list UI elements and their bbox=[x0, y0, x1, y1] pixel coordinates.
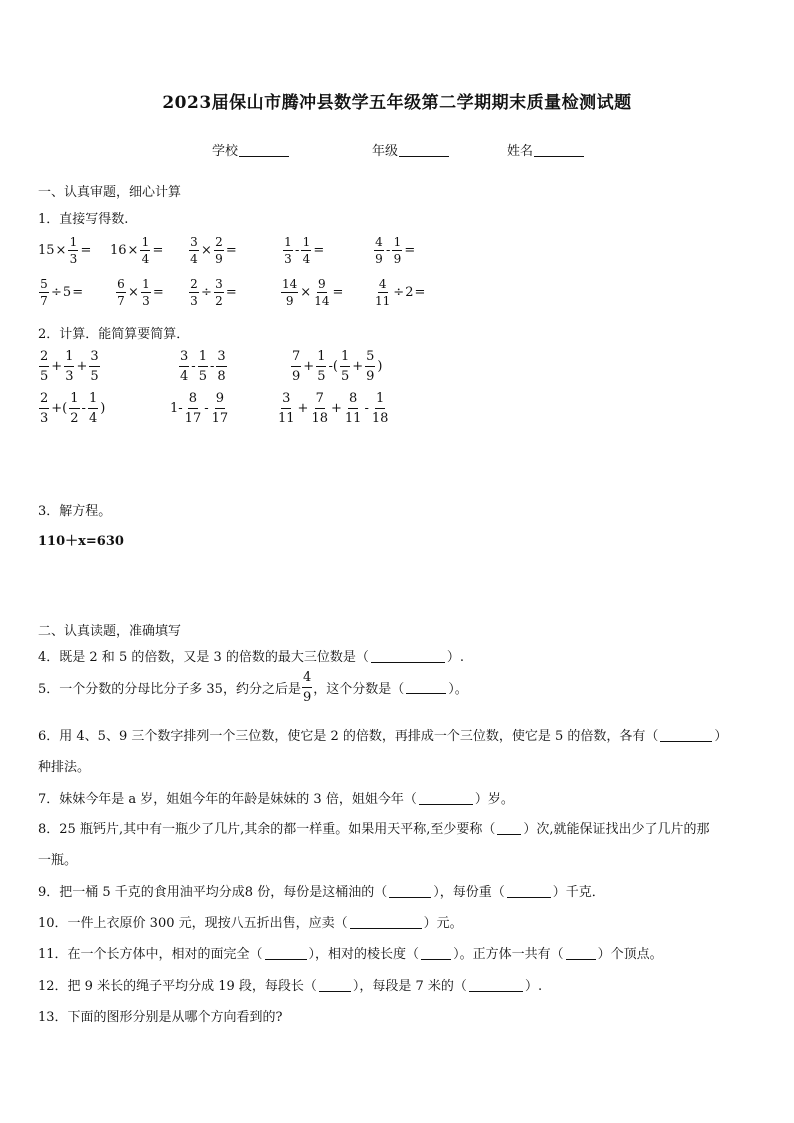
q10-text: 10．一件上衣原价 300 元，现按八五折出售，应卖（ bbox=[38, 916, 348, 931]
denominator: 4 bbox=[180, 369, 189, 384]
denominator: 2 bbox=[70, 411, 79, 426]
denominator: 3 bbox=[65, 369, 74, 384]
q2-expr2 bbox=[178, 350, 228, 383]
denominator: 3 bbox=[69, 252, 78, 266]
operator: - bbox=[386, 243, 391, 258]
fraction bbox=[179, 350, 189, 383]
operator: × bbox=[55, 243, 67, 258]
equals: = bbox=[225, 243, 237, 258]
q2-expr1 bbox=[38, 350, 101, 383]
equals: = bbox=[80, 243, 92, 258]
fraction bbox=[392, 236, 402, 265]
numerator: 1 bbox=[141, 235, 150, 249]
numerator: 1 bbox=[142, 277, 150, 291]
operator: - bbox=[364, 401, 369, 416]
numerator: 4 bbox=[378, 277, 387, 291]
lead-term: 1- bbox=[170, 401, 183, 416]
operator: +( bbox=[51, 401, 68, 416]
q11-text-mid2: ）。正方体一共有（ bbox=[453, 947, 564, 962]
q2-expr5 bbox=[170, 392, 230, 425]
q11-text-mid1: ），相对的棱长度（ bbox=[308, 947, 420, 962]
numerator: 1 bbox=[69, 392, 79, 409]
q1-r1-item3 bbox=[188, 236, 238, 265]
name-field bbox=[507, 140, 584, 159]
fraction bbox=[140, 236, 150, 265]
q9-text: 9．把一桶 5 千克的食用油平均分成8 份，每份是这桶油的（ bbox=[38, 885, 388, 900]
denominator: 5 bbox=[40, 369, 49, 384]
fraction bbox=[291, 350, 301, 383]
q10-text-end: ）元。 bbox=[423, 916, 463, 931]
q9-text-end: ）千克． bbox=[552, 885, 605, 900]
denominator: 11 bbox=[344, 411, 362, 426]
denominator: 4 bbox=[141, 252, 150, 266]
denominator: 9 bbox=[375, 252, 383, 266]
section1-heading: 一、认真审题，细心计算 bbox=[38, 185, 182, 200]
denominator: 9 bbox=[393, 252, 402, 266]
q12-blank2[interactable] bbox=[469, 979, 523, 992]
numerator: 1 bbox=[316, 350, 326, 367]
q5 bbox=[38, 671, 468, 704]
q1-r1-item5 bbox=[373, 236, 416, 265]
fraction bbox=[89, 350, 99, 383]
operator: × bbox=[128, 285, 139, 300]
q5-text-end: ）。 bbox=[448, 682, 468, 697]
q4 bbox=[38, 646, 464, 665]
fraction bbox=[116, 278, 126, 307]
numerator: 1 bbox=[198, 350, 208, 367]
q8-text-end: ）次,就能保证找出少了几片的那 bbox=[523, 822, 710, 837]
denominator: 5 bbox=[340, 369, 350, 384]
fraction bbox=[64, 350, 74, 383]
grade-blank[interactable] bbox=[399, 143, 449, 157]
equals: = bbox=[225, 285, 237, 300]
fraction bbox=[189, 236, 199, 265]
q7-text-end: ）岁。 bbox=[474, 792, 514, 807]
numerator: 2 bbox=[39, 350, 49, 367]
fraction bbox=[301, 236, 311, 265]
q1-r1-item1 bbox=[38, 236, 92, 265]
q8 bbox=[38, 818, 709, 837]
grade-field bbox=[372, 140, 449, 159]
denominator: 3 bbox=[142, 294, 150, 308]
denominator: 7 bbox=[40, 294, 48, 308]
numerator: 1 bbox=[393, 235, 402, 249]
fraction bbox=[302, 671, 312, 704]
q12 bbox=[38, 975, 542, 994]
operator: + bbox=[297, 401, 309, 416]
numerator: 7 bbox=[291, 350, 301, 367]
q9-text-mid: ），每份重（ bbox=[433, 885, 505, 900]
numerator: 4 bbox=[302, 671, 312, 688]
numerator: 9 bbox=[215, 392, 225, 409]
q5-text-mid: ，这个分数是（ bbox=[313, 682, 405, 697]
numerator: 3 bbox=[89, 350, 99, 367]
operator: ÷ bbox=[201, 285, 212, 300]
denominator: 5 bbox=[90, 369, 99, 384]
q10-blank[interactable] bbox=[350, 916, 422, 929]
q2-expr3 bbox=[290, 350, 383, 383]
operator: - bbox=[191, 359, 196, 374]
fraction bbox=[214, 236, 224, 265]
numerator: 3 bbox=[281, 392, 291, 409]
numerator: 8 bbox=[348, 392, 358, 409]
fraction bbox=[344, 392, 363, 425]
denominator: 8 bbox=[217, 369, 226, 384]
q1-label: 1．直接写得数. bbox=[38, 212, 129, 227]
school-blank[interactable] bbox=[239, 143, 289, 157]
operator: + bbox=[331, 401, 342, 416]
fraction bbox=[184, 392, 203, 425]
fraction bbox=[316, 350, 326, 383]
q11-blank2[interactable] bbox=[421, 947, 451, 960]
numerator: 1 bbox=[375, 392, 385, 409]
fraction bbox=[211, 392, 230, 425]
numerator: 5 bbox=[365, 350, 375, 367]
operator: - bbox=[204, 401, 209, 416]
denominator: 2 bbox=[215, 294, 223, 308]
fraction bbox=[214, 278, 224, 307]
numerator: 2 bbox=[39, 392, 49, 409]
q8-line2: 一瓶。 bbox=[38, 853, 78, 868]
denominator: 18 bbox=[311, 411, 328, 426]
operator: -( bbox=[328, 359, 338, 374]
numerator: 2 bbox=[190, 277, 198, 291]
denominator: 17 bbox=[211, 411, 229, 426]
q2-expr4 bbox=[38, 392, 106, 425]
equals: = bbox=[72, 285, 84, 300]
denominator: 4 bbox=[302, 252, 311, 266]
q12-text: 12．把 9 米长的绳子平均分成 19 段，每段长（ bbox=[38, 979, 317, 994]
numerator: 3 bbox=[190, 235, 198, 249]
denominator: 14 bbox=[314, 294, 330, 308]
denominator: 18 bbox=[371, 411, 389, 426]
name-label: 姓名 bbox=[507, 144, 534, 159]
fraction bbox=[277, 392, 296, 425]
fraction bbox=[216, 350, 226, 383]
numerator: 1 bbox=[302, 235, 311, 249]
fraction bbox=[39, 350, 49, 383]
grade-label: 年级 bbox=[372, 144, 399, 159]
numerator: 3 bbox=[216, 350, 226, 367]
fraction bbox=[69, 392, 79, 425]
numerator: 9 bbox=[318, 277, 326, 291]
q11-blank1[interactable] bbox=[265, 947, 307, 960]
q6-text: 6．用 4、5、9 三个数字排列一个三位数，使它是 2 的倍数，再排成一个三位数，使它是 5 的倍数，各有（ bbox=[38, 729, 659, 744]
operator: + bbox=[76, 359, 88, 374]
q9 bbox=[38, 881, 605, 900]
denominator: 5 bbox=[317, 369, 326, 384]
school-label: 学校 bbox=[212, 144, 239, 159]
operator: ÷ bbox=[393, 285, 405, 300]
q6-blank[interactable] bbox=[660, 729, 712, 742]
q1-r2-item4 bbox=[280, 278, 344, 307]
q4-text: 4．既是 2 和 5 的倍数，又是 3 的倍数的最大三位数是（ bbox=[38, 650, 369, 665]
operator: - bbox=[295, 243, 300, 258]
operator: + bbox=[51, 359, 63, 374]
q11 bbox=[38, 943, 663, 962]
q2-label: 2．计算．能简算要简算． bbox=[38, 327, 190, 342]
page-title: 2023届保山市腾冲县数学五年级第二学期期末质量检测试题 bbox=[162, 93, 632, 113]
q6 bbox=[38, 725, 727, 744]
q3-equation: 110＋x=630 bbox=[38, 534, 124, 549]
numerator: 1 bbox=[284, 235, 292, 249]
name-blank[interactable] bbox=[534, 143, 584, 157]
numerator: 2 bbox=[215, 235, 223, 249]
q1-r2-item2 bbox=[115, 278, 165, 307]
school-field bbox=[212, 140, 289, 159]
q5-text: 5．一个分数的分母比分子多 35，约分之后是 bbox=[38, 682, 301, 697]
numerator: 1 bbox=[340, 350, 350, 367]
numerator: 1 bbox=[69, 235, 78, 249]
operator: - bbox=[81, 401, 86, 416]
denominator: 4 bbox=[190, 252, 198, 266]
numerator: 3 bbox=[179, 350, 189, 367]
fraction bbox=[88, 392, 98, 425]
fraction bbox=[39, 392, 49, 425]
operator: + bbox=[352, 359, 364, 374]
operator: × bbox=[300, 285, 312, 300]
fraction bbox=[281, 278, 298, 307]
operator: + bbox=[303, 359, 315, 374]
close-paren: ) bbox=[377, 359, 383, 374]
q4-text-end: ）. bbox=[446, 650, 465, 665]
q13: 13．下面的图形分别是从哪个方向看到的? bbox=[38, 1010, 283, 1025]
q9-blank2[interactable] bbox=[507, 885, 551, 898]
denominator: 11 bbox=[278, 411, 295, 426]
q1-r1-item4 bbox=[282, 236, 325, 265]
numerator: 8 bbox=[188, 392, 198, 409]
int: 15 bbox=[38, 243, 55, 258]
numerator: 7 bbox=[315, 392, 325, 409]
q10 bbox=[38, 912, 463, 931]
q7-blank[interactable] bbox=[419, 792, 473, 805]
denominator: 5 bbox=[198, 369, 207, 384]
denominator: 4 bbox=[88, 411, 98, 426]
fraction bbox=[365, 350, 375, 383]
int: 5 bbox=[62, 285, 72, 300]
equals: = bbox=[313, 243, 325, 258]
denominator: 3 bbox=[284, 252, 292, 266]
q6-text-end: ） bbox=[714, 729, 728, 744]
operator: - bbox=[209, 359, 215, 374]
q5-blank[interactable] bbox=[406, 681, 446, 694]
numerator: 5 bbox=[40, 277, 48, 291]
q2-expr6 bbox=[276, 392, 390, 425]
numerator: 3 bbox=[215, 277, 223, 291]
fraction bbox=[198, 350, 208, 383]
fraction bbox=[283, 236, 293, 265]
equals: = bbox=[404, 243, 416, 258]
denominator: 9 bbox=[366, 369, 375, 384]
close-paren: ) bbox=[100, 401, 106, 416]
fraction bbox=[39, 278, 49, 307]
q12-text-mid: ），每段是 7 米的（ bbox=[352, 979, 467, 994]
q11-text: 11．在一个长方体中，相对的面完全（ bbox=[38, 947, 263, 962]
q1-r1-item2 bbox=[110, 236, 164, 265]
q11-blank3[interactable] bbox=[566, 947, 596, 960]
operator: × bbox=[201, 243, 212, 258]
q11-text-end: ）个顶点。 bbox=[597, 947, 663, 962]
fraction bbox=[310, 392, 329, 425]
numerator: 1 bbox=[88, 392, 98, 409]
q12-text-end: ）. bbox=[524, 979, 543, 994]
q8-blank[interactable] bbox=[497, 822, 521, 835]
q8-text: 8．25 瓶钙片,其中有一瓶少了几片,其余的都一样重。如果用天平称,至少要称（ bbox=[38, 822, 496, 837]
fraction bbox=[340, 350, 350, 383]
q6-line2: 种排法。 bbox=[38, 760, 91, 775]
equals: = bbox=[414, 285, 426, 300]
fraction bbox=[189, 278, 199, 307]
denominator: 9 bbox=[215, 252, 223, 266]
denominator: 9 bbox=[302, 690, 312, 705]
denominator: 11 bbox=[375, 294, 391, 308]
q9-blank1[interactable] bbox=[389, 885, 431, 898]
q3-label: 3．解方程。 bbox=[38, 504, 112, 519]
q1-r2-item1 bbox=[38, 278, 84, 307]
operator: × bbox=[127, 243, 139, 258]
q12-blank1[interactable] bbox=[319, 979, 351, 992]
numerator: 6 bbox=[117, 277, 125, 291]
equals: = bbox=[332, 285, 344, 300]
q7-text: 7．妹妹今年是 a 岁，姐姐今年的年龄是妹妹的 3 倍，姐姐今年（ bbox=[38, 792, 417, 807]
section2-heading: 二、认真读题，准确填写 bbox=[38, 624, 182, 639]
q4-blank[interactable] bbox=[371, 650, 445, 663]
numerator: 1 bbox=[64, 350, 74, 367]
equals: = bbox=[152, 243, 164, 258]
fraction bbox=[68, 236, 78, 265]
denominator: 17 bbox=[184, 411, 202, 426]
fraction bbox=[313, 278, 330, 307]
numerator: 14 bbox=[282, 277, 298, 291]
fraction bbox=[141, 278, 151, 307]
q1-r2-item5 bbox=[373, 278, 426, 307]
denominator: 3 bbox=[40, 411, 49, 426]
denominator: 9 bbox=[292, 369, 301, 384]
q7 bbox=[38, 788, 514, 807]
fraction bbox=[374, 236, 384, 265]
denominator: 9 bbox=[285, 294, 294, 308]
numerator: 4 bbox=[375, 235, 383, 249]
int: 2 bbox=[405, 285, 414, 300]
fraction bbox=[374, 278, 391, 307]
int: 16 bbox=[110, 243, 127, 258]
denominator: 3 bbox=[190, 294, 198, 308]
equals: = bbox=[152, 285, 164, 300]
operator: ÷ bbox=[51, 285, 62, 300]
q1-r2-item3 bbox=[188, 278, 238, 307]
denominator: 7 bbox=[117, 294, 125, 308]
fraction bbox=[371, 392, 390, 425]
